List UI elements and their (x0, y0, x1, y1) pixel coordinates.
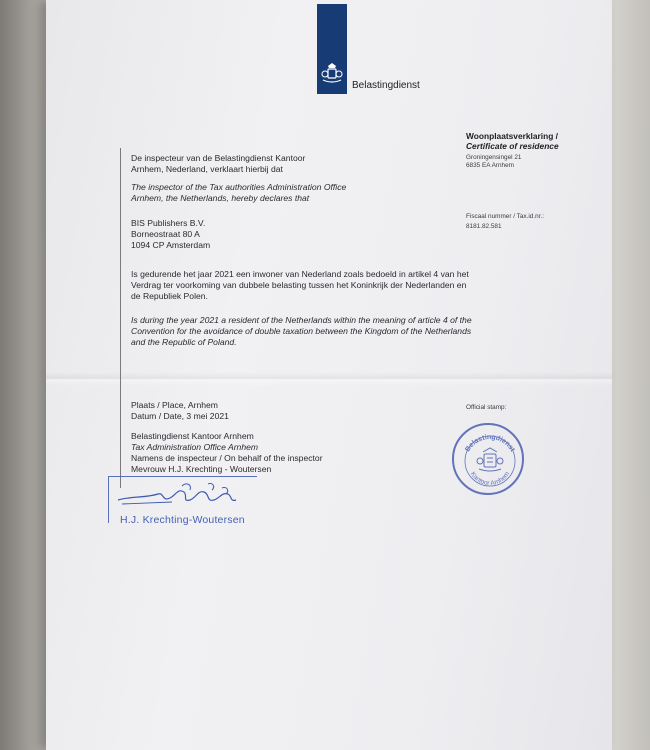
intro-en-line1: The inspector of the Tax authorities Administration Office (131, 182, 347, 192)
declaration-nl-line1: Is gedurende het jaar 2021 een inwoner van Nederland zoals bedoeld in artikel 4 van het (131, 269, 469, 279)
coat-of-arms-icon (320, 62, 344, 84)
paper-fold (46, 372, 612, 386)
recipient-city: 1094 CP Amsterdam (131, 240, 211, 250)
intro-nl-line2: Arnhem, Nederland, verklaart hierbij dat (131, 164, 283, 174)
tax-id-label: Fiscaal nummer / Tax.id.nr.: (466, 213, 545, 220)
declaration-en-line1: Is during the year 2021 a resident of the Netherlands within the meaning of article 4 of the (131, 315, 472, 325)
title-en: Certificate of residence (466, 141, 559, 151)
declaration-en-line2: Convention for the avoidance of double taxation between the Kingdom of the Netherlands (131, 326, 472, 336)
declaration-nl-line3: de Republiek Polen. (131, 291, 208, 301)
stamp-graphic (454, 425, 526, 497)
stamp-ring-bottom: Kantoor Arnhem (468, 470, 512, 488)
handwritten-signature (112, 478, 242, 514)
recipient-name: BIS Publishers B.V. (131, 218, 206, 228)
signatory-name: Mevrouw H.J. Krechting - Woutersen (131, 464, 272, 474)
tax-id-value: 8181.82.581 (466, 223, 502, 230)
stamp-ring-top: Belastingdienst (464, 433, 516, 454)
office-address-line2: 6835 EA Arnhem (466, 162, 514, 169)
official-stamp (452, 423, 524, 495)
document-title (466, 131, 559, 170)
declaration-en-line3: and the Republic of Poland. (131, 337, 237, 347)
place: Plaats / Place, Arnhem (131, 400, 218, 410)
agency-name: Belastingdienst (352, 80, 420, 91)
intro-nl-line1: De inspecteur van de Belastingdienst Kantoor (131, 153, 306, 163)
signatory-office-en: Tax Administration Office Arnhem (131, 442, 259, 452)
title-nl: Woonplaatsverklaring / (466, 131, 558, 141)
signatory-office-nl: Belastingdienst Kantoor Arnhem (131, 431, 254, 441)
intro-en-line2: Arnhem, the Netherlands, hereby declares that (131, 193, 310, 203)
stamp-crest-icon (477, 448, 503, 471)
signatory-on-behalf: Namens de inspecteur / On behalf of the inspector (131, 453, 323, 463)
declaration-nl-line2: Verdrag ter voorkoming van dubbele belasting tussen het Koninkrijk der Nederlanden en (131, 280, 467, 290)
recipient-street: Borneostraat 80 A (131, 229, 200, 239)
signature-stamp-name: H.J. Krechting-Woutersen (120, 514, 245, 526)
background-right (610, 0, 650, 750)
margin-line (120, 148, 121, 488)
official-stamp-label: Official stamp: (466, 404, 507, 411)
date: Datum / Date, 3 mei 2021 (131, 411, 229, 421)
office-address-line1: Groningensingel 21 (466, 154, 522, 161)
